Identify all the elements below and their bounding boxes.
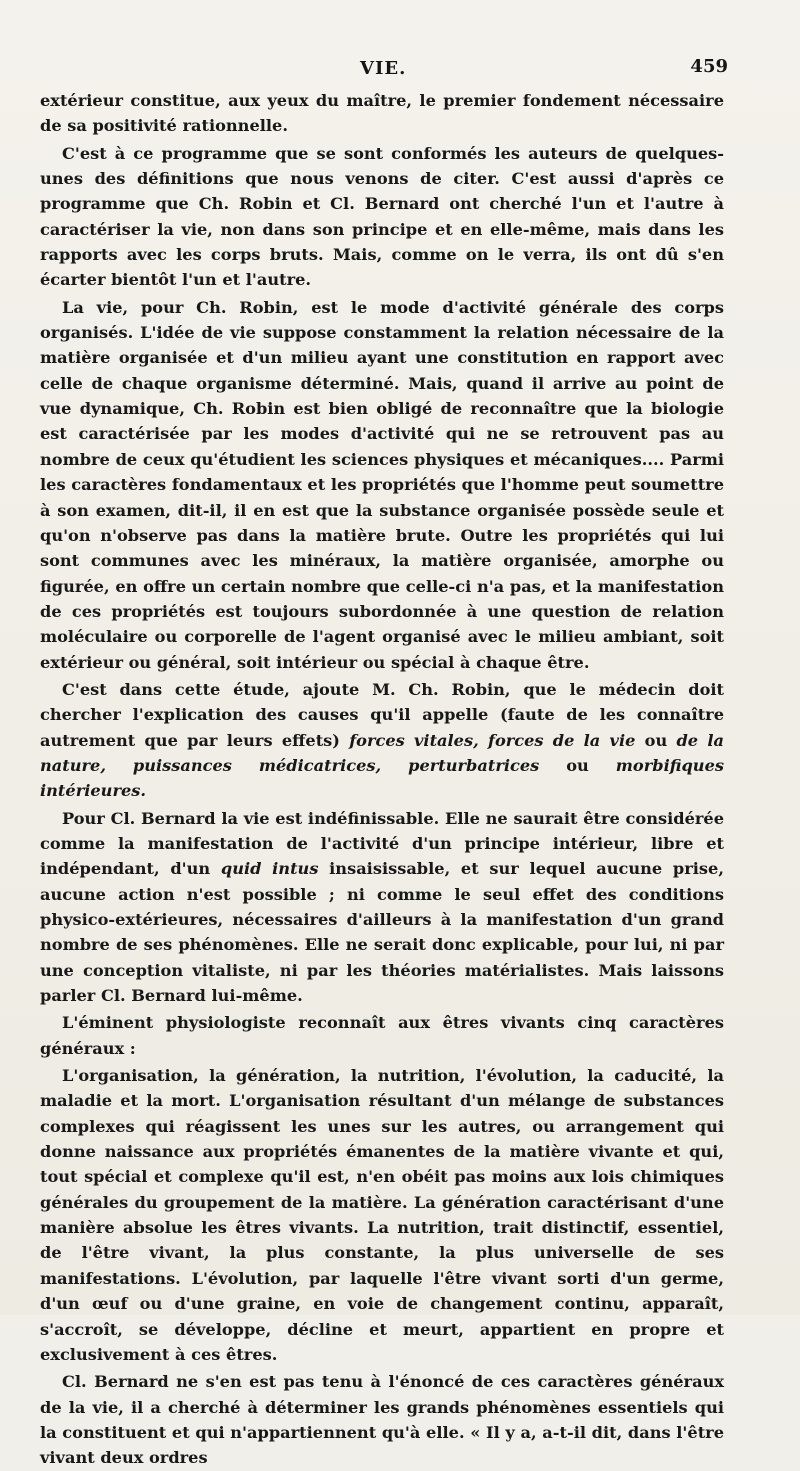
running-title: VIE.: [360, 58, 407, 79]
paragraph-5-text-after: insaisissable, et sur lequel aucune prise, aucune action n'est possible ; ni comme le seul effet des conditions physico-extérieures, nécessaires d'ailleurs à la manifestation d'un grand nombre de ses phénomènes. Elle ne serait donc explicable, pour lui, ni par une conception vitaliste, ni par les théories matérialistes. Mais laissons parler Cl. Bernard lui-même.: [40, 859, 724, 1006]
paragraph-6: L'éminent physiologiste reconnaît aux êtres vivants cinq caractères généraux :: [40, 1013, 724, 1058]
paragraph-8: Cl. Bernard ne s'en est pas tenu à l'énoncé de ces caractères généraux de la vie, il a cherché à déterminer les grands phénomènes essentiels qui la constituent et qui n'appartiennent qu'à elle. « Il y a, a-t-il dit, dans l'être vivant deux ordres: [40, 1372, 724, 1468]
paragraph-1: extérieur constitue, aux yeux du maître, le premier fondement nécessaire de sa positivité rationnelle.: [40, 91, 724, 136]
paragraph-5-emphasis: quid intus: [220, 859, 319, 879]
paragraph-4-text-mid-2: ou: [539, 755, 616, 775]
paragraph-4-emphasis-1: forces vitales, forces de la vie: [349, 730, 636, 750]
paragraph-4-text-mid-1: ou: [635, 730, 677, 750]
paragraph-4-emphasis-2: de la nature, puissances médicatrices, perturbatrices: [40, 730, 724, 775]
main-text: [40, 88, 724, 1471]
paragraph-4: [40, 677, 724, 804]
paragraph-2: C'est à ce programme que se sont conformés les auteurs de quelques-unes des définitions que nous venons de citer. C'est aussi d'après ce programme que Ch. Robin et Cl. Bernard ont cherché l'un et l'autre à caractériser la vie, non dans son principe et en elle-même, mais dans les rapports avec les corps bruts. Mais, comme on le verra, ils ont dû s'en écarter bientôt l'un et l'autre.: [40, 143, 724, 290]
paragraph-5-text-before: Pour Cl. Bernard la vie est indéfinissable. Elle ne saurait être considérée comme la manifestation de l'activité d'un principe intérieur, libre et indépendant, d'un: [40, 808, 724, 879]
running-head: [40, 48, 728, 88]
paragraph-7: L'organisation, la génération, la nutrition, l'évolution, la caducité, la maladie et la mort. L'organisation résultant d'un mélange de substances complexes qui réagissent les unes sur les autres, ou arrangement qui donne naissance aux propriétés émanentes de la matière vivante et qui, tout spécial et complexe qu'il est, n'en obéit pas moins aux lois chimiques générales du groupement de la matière. La génération caractérisant d'une manière absolue les êtres vivants. La nutrition, trait distinctif, essentiel, de l'être vivant, la plus constante, la plus universelle de ses manifestations. L'évolution, par laquelle l'être vivant sorti d'un germe, d'un œuf ou d'une graine, en voie de changement continu, apparaît, s'accroît, se développe, décline et meurt, appartient en propre et exclusivement à ces êtres.: [40, 1066, 724, 1364]
paragraph-4-emphasis-3: morbifiques intérieures.: [40, 755, 724, 801]
paragraph-5: [40, 806, 724, 1009]
paragraph-4-text-before: C'est dans cette étude, ajoute M. Ch. Robin, que le médecin doit chercher l'explication des causes qu'il appelle (faute de les connaître autrement que par leurs effets): [40, 679, 724, 750]
paragraph-3: La vie, pour Ch. Robin, est le mode d'activité générale des corps organisés. L'idée de vie suppose constamment la relation nécessaire de la matière organisée et d'un milieu ayant une constitution en rapport avec celle de chaque organisme déterminé. Mais, quand il arrive au point de vue dynamique, Ch. Robin est bien obligé de reconnaître que la biologie est caractérisée par les modes d'activité qui ne se retrouvent pas au nombre de ceux qu'étudient les sciences physiques et mécaniques.... Parmi les caractères fondamentaux et les propriétés que l'homme peut soumettre à son examen, dit-il, il en est que la substance organisée possède seule et qu'on n'observe pas dans la matière brute. Outre les propriétés qui lui sont communes avec les minéraux, la matière organisée, amorphe ou figurée, en offre un certain nombre que celle-ci n'a pas, et la manifestation de ces propriétés est toujours subordonnée à une question de relation moléculaire ou corporelle de l'agent organisé avec le milieu ambiant, soit extérieur ou général, soit intérieur ou spécial à chaque être.: [40, 297, 724, 672]
page-number: 459: [690, 56, 728, 77]
